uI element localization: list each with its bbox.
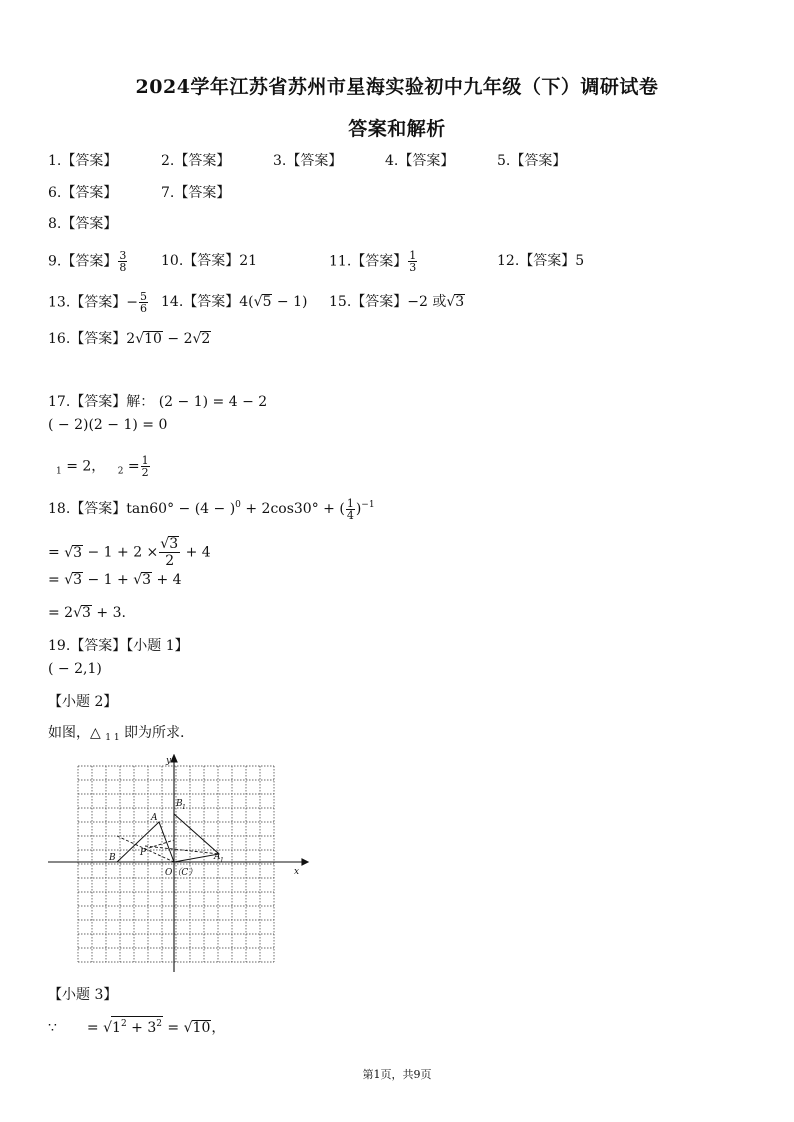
label-b: B (109, 853, 116, 863)
answer-14: 14.【答案】4(√5 − 1) (161, 294, 308, 310)
dashed-grid (78, 766, 274, 962)
fraction-18a: $\frac{1}{4}$ (346, 496, 354, 522)
label-y: y (166, 756, 172, 766)
answer-15: 15.【答案】−2 或√3 (329, 294, 465, 310)
answer-18-line4: = 2√3 + 3. (48, 605, 126, 621)
answer-18-line2: = √3 − 1 + 2 × $\frac{√3}{2}$ + 4 (48, 536, 211, 569)
answer-3: 3.【答案】 (273, 153, 343, 169)
label-origin: O（C） (165, 868, 198, 878)
triangle-a1b1o (174, 814, 219, 862)
label-b1-sub: 1 (182, 804, 186, 811)
label-x: x (294, 867, 300, 877)
label-p: P (140, 848, 147, 858)
answer-19-coord: ( − 2,1) (48, 661, 102, 677)
answer-5: 5.【答案】 (497, 153, 567, 169)
answer-13: 13.【答案】− $\frac{5}{6}$ (48, 290, 147, 315)
answer-19-sub3-eq: ∵ = $√1^2 + 3^2 = √10$， (48, 1016, 225, 1037)
label-a: A (151, 813, 158, 823)
label-b1: B (176, 799, 183, 809)
answer-18-line3: = √3 − 1 + √3 + 4 (48, 572, 182, 588)
page-subtitle: 答案和解析 (348, 118, 446, 140)
answer-9: 9.【答案】 $\frac{3}{8}$ (48, 249, 127, 274)
x-axis-arrow (302, 859, 308, 865)
answer-7: 7.【答案】 (161, 185, 231, 201)
y-axis-arrow (171, 755, 177, 762)
answer-19-figure-text: 如图，△ $_{1 1}$ 即为所求. (48, 725, 185, 743)
answer-19-sub3: 【小题 3】 (48, 987, 118, 1003)
answer-11: 11.【答案】 $\frac{1}{3}$ (329, 249, 417, 274)
answer-2: 2.【答案】 (161, 153, 231, 169)
fraction-18b: $\frac{√3}{2}$ (160, 536, 179, 569)
fraction-11: $\frac{1}{3}$ (409, 249, 417, 274)
answer-6: 6.【答案】 (48, 185, 118, 201)
answer-10: 10.【答案】21 (161, 253, 258, 269)
answer-18-line1: 18.【答案】$\tan 60^\circ - (4 - )^0 + 2\cos 30^\circ$ + ( $\frac{1}{4}$ )$^{-1}$ (48, 496, 375, 522)
answer-8: 8.【答案】 (48, 216, 118, 232)
answer-19-head: 19.【答案】【小题 1】 (48, 638, 189, 654)
answer-16: 16.【答案】2√10 − 2√2 (48, 331, 211, 347)
label-a1-sub: 1 (220, 857, 224, 864)
answer-17-line3: $_1$ = 2， $_2$ = $\frac{1}{2}$ (56, 454, 149, 479)
label-a1: A (214, 852, 221, 862)
fraction-9: $\frac{3}{8}$ (119, 249, 127, 274)
answer-12: 12.【答案】5 (497, 253, 585, 269)
fraction-13: $\frac{5}{6}$ (140, 290, 147, 315)
page-title: 2024学年江苏省苏州市星海实验初中九年级（下）调研试卷 (135, 76, 659, 98)
answer-4: 4.【答案】 (385, 153, 455, 169)
page-footer: 第1页，共9页 (362, 1068, 432, 1081)
answer-17-line2: ( − 2)(2 − 1) = 0 (48, 417, 168, 433)
fraction-17: $\frac{1}{2}$ (141, 454, 149, 479)
coordinate-grid-figure (48, 754, 310, 976)
answer-17-line1: 17.【答案】解： (2 − 1) = 4 − 2 (48, 394, 268, 410)
answer-1: 1.【答案】 (48, 153, 118, 169)
answer-19-sub2: 【小题 2】 (48, 694, 118, 710)
